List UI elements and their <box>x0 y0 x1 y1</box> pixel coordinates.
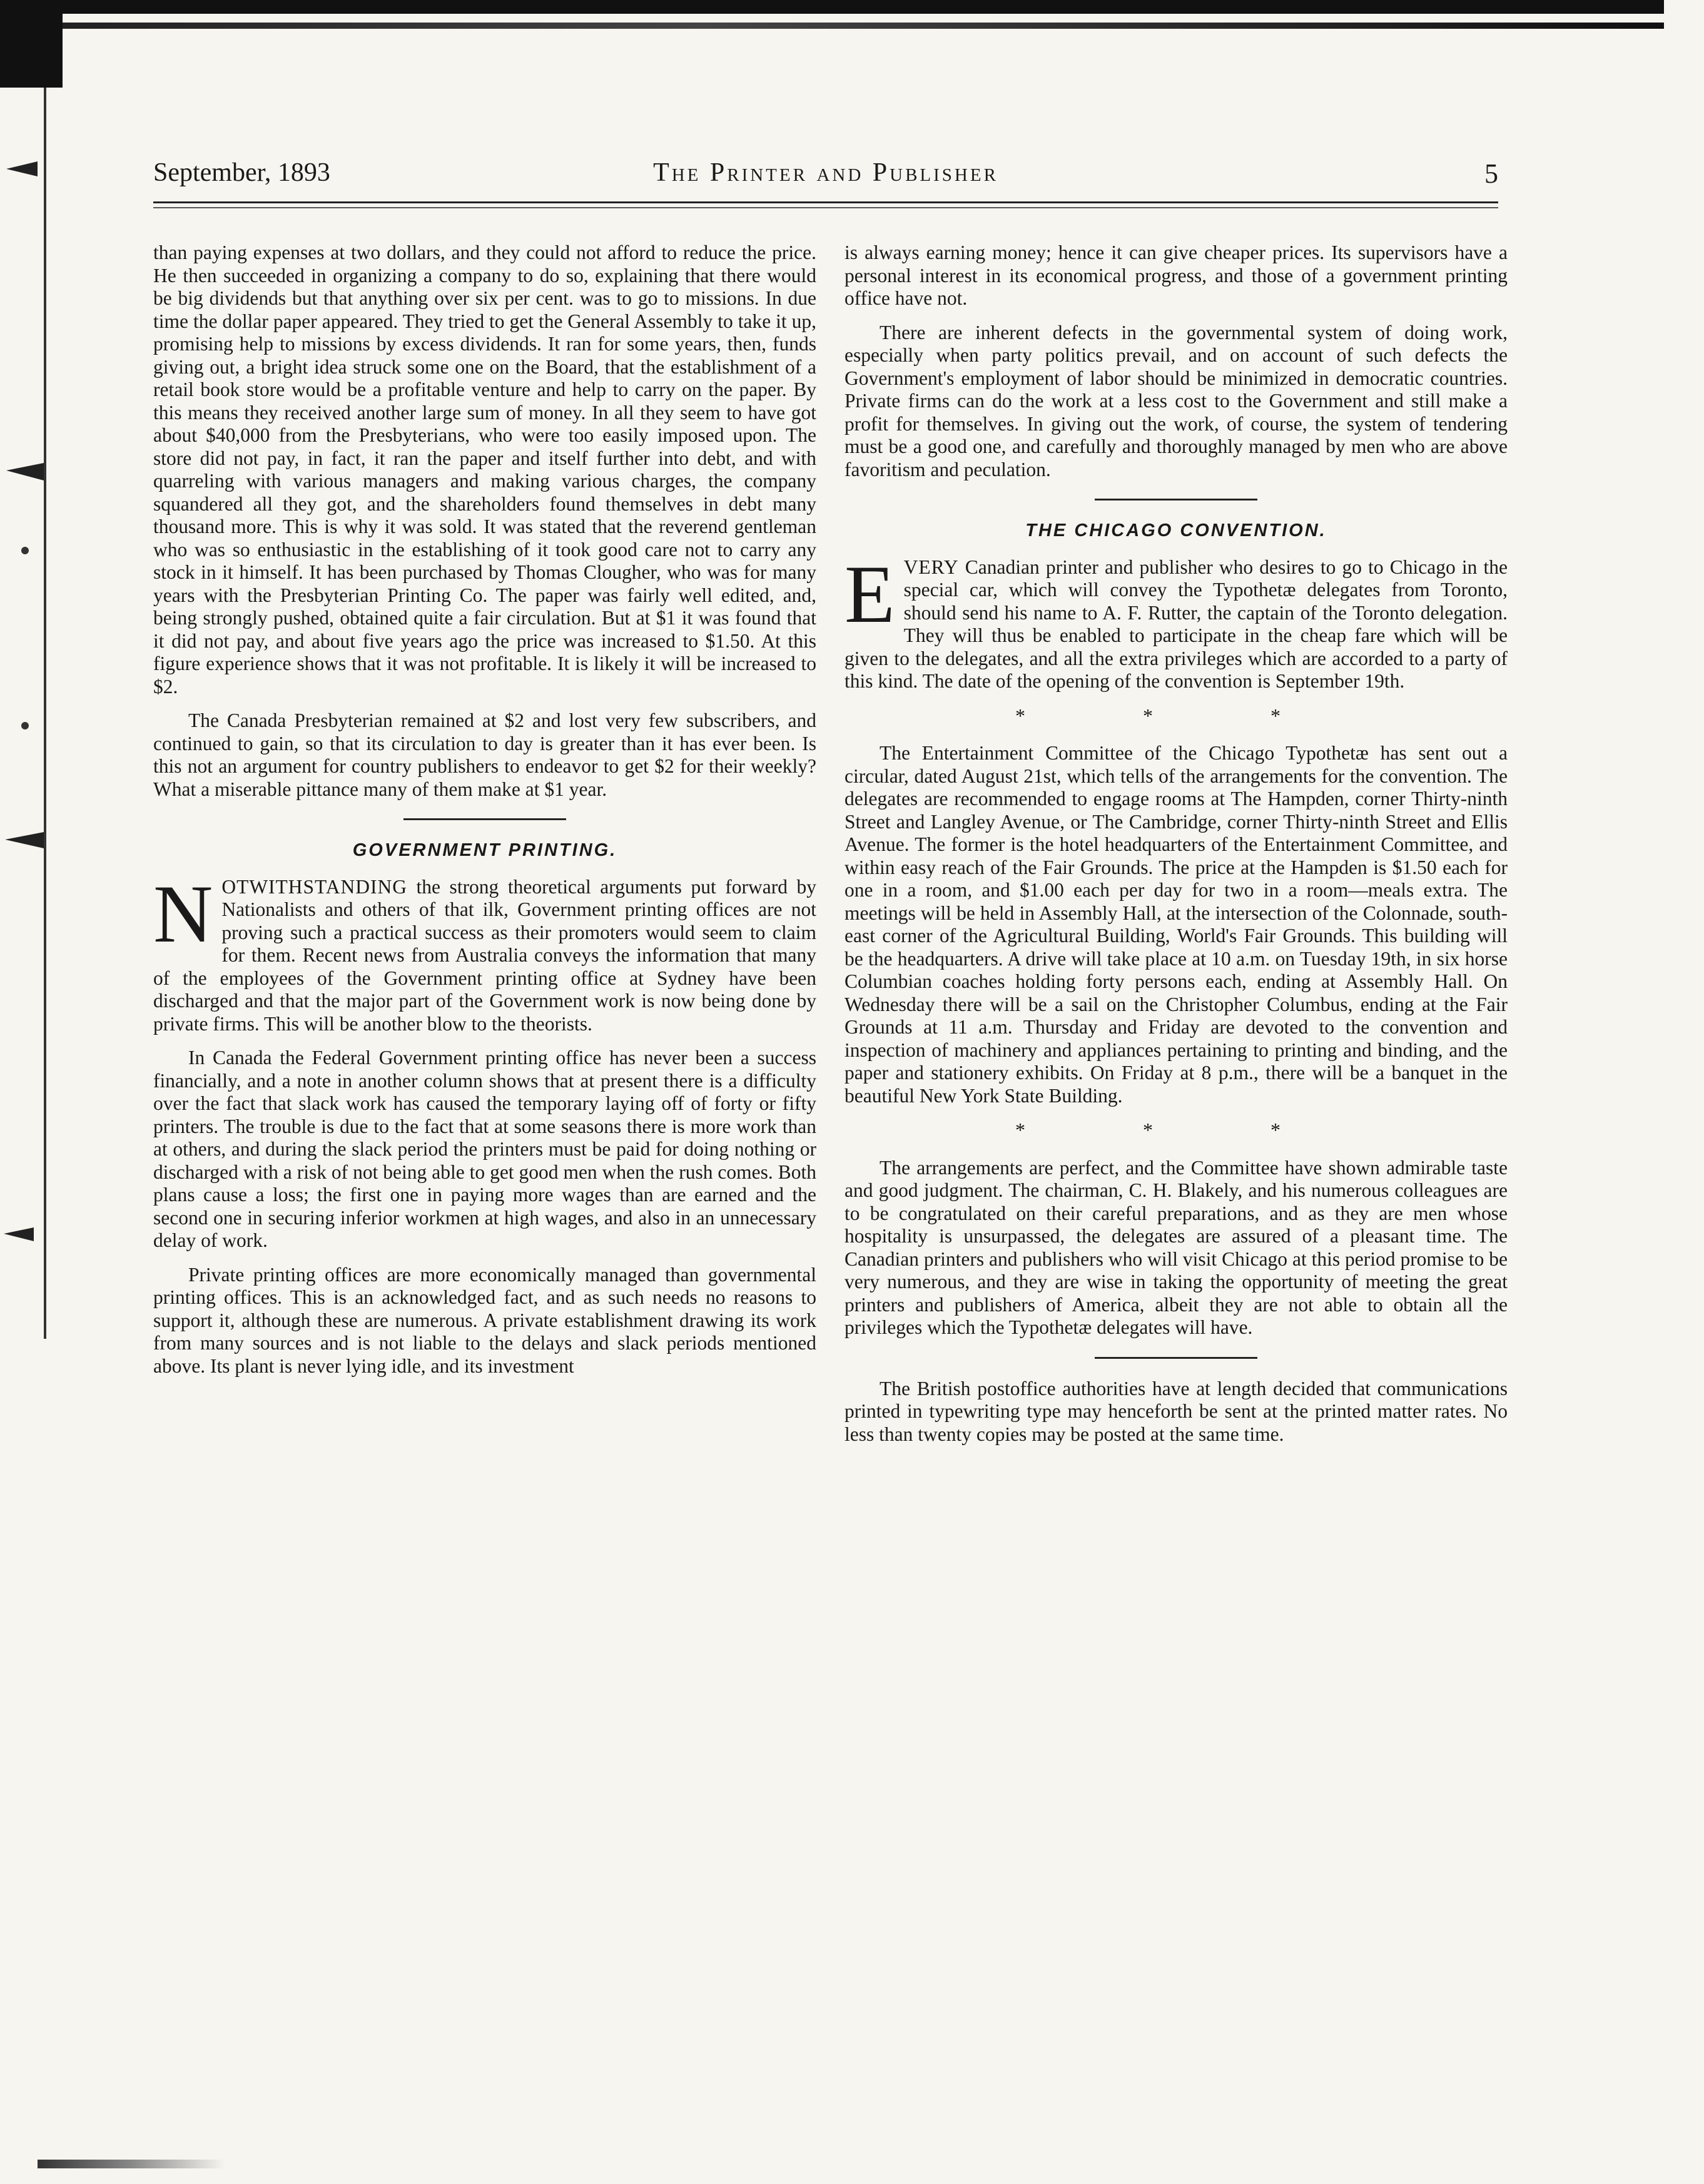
running-head <box>153 158 1498 195</box>
paragraph: In Canada the Federal Government printing office has never been a success financially, and a note in another column shows that at present there is a difficulty over the fact that slack work has caused the temporary laying off of forty or fifty printers. The trouble is due to the fact that at some seasons there is more work than at others, and during the slack period the printers must be paid for doing nothing or discharged with a risk of not being able to get good men when the rush comes. Both plans cause a loss; the first one in paying more wages than are earned and the second one in securing inferior workmen at high wages, and also in an unnecessary delay of work. <box>153 1047 816 1251</box>
section-divider <box>1095 499 1257 500</box>
right-column <box>844 241 1508 1457</box>
paragraph: The Canada Presbyterian remained at $2 and lost very few subscribers, and continued to gain, so that its circulation to day is greater than it has ever been. Is this not an argument for country publishers to endeavor to get $2 for their weekly? What a miserable pittance many of them make at $1 year. <box>153 709 816 800</box>
paragraph: There are inherent defects in the governmental system of doing work, especially when party politics prevail, and on account of such defects the Government's employment of labor should be minimized in democratic countries. Private firms can do the work at a less cost to the Government and still make a profit for themselves. In giving out the work, of course, the system of tendering must be a good one, and carefully and thoroughly managed by men who are above favoritism and peculation. <box>844 321 1508 480</box>
scan-edge-top <box>0 0 1664 14</box>
issue-date: September, 1893 <box>153 158 330 187</box>
lead-paragraph <box>153 867 816 1036</box>
lead-caps: VERY <box>903 556 959 578</box>
section-divider <box>1095 1357 1257 1359</box>
lead-text: Canadian printer and publisher who desires to go to Chicago in the special car, which will convey the Typothetæ delegates from Toronto, should send his name to A. F. Rutter, the captain of the Toronto delegation. They will thus be enabled to participate in the cheap fare which will be given to the delegates, and all the extra privileges which are accorded to a party of this kind. The date of the opening of the convention is September 19th. <box>844 556 1508 692</box>
header-rule <box>153 201 1498 203</box>
asterisk-separator: * * * <box>1015 704 1337 727</box>
paragraph: than paying expenses at two dollars, and they could not afford to reduce the price. He then succeeded in organizing a company to do so, explaining that there would be big dividends but that anything over six per cent. was to go to missions. In due time the dollar paper appeared. They tried to get the General Assembly to take it up, promising help to missions by excess dividends. It ran for some years, then, funds giving out, a bright idea struck some one on the Board, that the establishment of a retail book store would be a profitable venture and help to carry on the paper. By this means they received another large sum of money. In all they seem to have got about $40,000 from the Presbyterians, who were too easily imposed upon. The store did not pay, in fact, it ran the paper and itself further into debt, and with quarreling with various managers and making various charges, the company squandered all they got, and the shareholders found themselves in debt many thousand more. This is why it was sold. It was stated that the reverend gentleman who was so enthusiastic in the establishing of it took good care not to carry any stock in it himself. It has been purchased by Thomas Clougher, who was for many years with the Presbyterian Printing Co. The paper was fairly well edited, and, being strongly pushed, obtained quite a fair circulation. But at $1 it was found that it did not pay, and about five years ago the price was increased to $1.50. At this figure experience shows that it was not profitable. It is likely it will be increased to $2. <box>153 241 816 698</box>
margin-marks <box>0 0 75 2184</box>
section-heading: GOVERNMENT PRINTING. <box>352 840 617 860</box>
left-column <box>153 241 816 1389</box>
paragraph: Private printing offices are more economically managed than governmental printing offices. This is an acknowledged fact, and as such needs no reasons to support it, although these are numerous. A private establishment drawing its work from many sources and is not liable to the delays and slack periods mentioned above. Its plant is never lying idle, and its investment <box>153 1263 816 1377</box>
drop-cap: N <box>153 867 213 960</box>
lead-paragraph <box>844 547 1508 693</box>
paragraph: The British postoffice authorities have at length decided that communications printed in typewriting type may henceforth be sent at the printed matter rates. No less than twenty copies may be posted at the same time. <box>844 1377 1508 1445</box>
scan-edge-top-line <box>63 23 1664 29</box>
paragraph: The Entertainment Committee of the Chicago Typothetæ has sent out a circular, dated August 21st, which tells of the arrangements for the convention. The delegates are recommended to engage rooms at The Hampden, corner Thirty-ninth Street and Langley Avenue, or The Cambridge, corner Thirty-ninth Street and Ellis Avenue. The former is the hotel headquarters of the Entertainment Committee, and within easy reach of the Fair Grounds. The price at the Hampden is $1.50 each for one in a room, and $1.00 each per day for two in a room—meals extra. The meetings will be held in Assembly Hall, at the intersection of the Colonnade, south-east corner of the Agricultural Building, World's Fair Grounds. This building will be the headquarters. A drive will take place at 10 a.m. on Tuesday 19th, in six horse Columbian coaches holding forty persons each, ending at Assembly Hall. On Wednesday there will be a sail on the Christopher Columbus, ending at the Fair Grounds at 11 a.m. Thursday and Friday are devoted to the convention and inspection of machinery and appliances pertaining to printing and binding, and the paper and stationery exhibits. On Friday at 8 p.m., there will be a banquet in the beautiful New York State Building. <box>844 742 1508 1107</box>
header-rule-thin <box>153 207 1498 208</box>
scan-edge-bottom <box>38 2160 225 2168</box>
section-heading: THE CHICAGO CONVENTION. <box>1025 521 1327 541</box>
lead-text: the strong theoretical arguments put forward by Nationalists and others of that ilk, Government printing offices are not proving such a practical success as their promoters would seem to claim for them. Recent news from Australia conveys the information that many of the employees of the Government printing office at Sydney have been discharged and that the major part of the Government work is now being done by private firms. This will be another blow to the theorists. <box>153 875 816 1035</box>
paragraph: is always earning money; hence it can give cheaper prices. Its supervisors have a personal interest in its economical progress, and those of a government printing office have not. <box>844 241 1508 309</box>
paragraph: The arrangements are perfect, and the Committee have shown admirable taste and good judgment. The chairman, C. H. Blakely, and his numerous colleagues are to be congratulated on their careful preparations, and as they are men whose hospitality is unsurpassed, the delegates are assured of a pleasant time. The Canadian printers and publishers who will visit Chicago at this period promise to be very numerous, and they are wise in taking the opportunity of meeting the great printers and publishers of America, albeit they are not able to obtain all the privileges which the Typothetæ delegates will have. <box>844 1156 1508 1338</box>
page-number: 5 <box>1484 158 1498 189</box>
publication-title: The Printer and Publisher <box>653 158 998 187</box>
asterisk-separator: * * * <box>1015 1119 1337 1141</box>
drop-cap: E <box>844 547 895 640</box>
section-divider <box>403 818 566 820</box>
lead-caps: OTWITHSTANDING <box>221 875 407 898</box>
